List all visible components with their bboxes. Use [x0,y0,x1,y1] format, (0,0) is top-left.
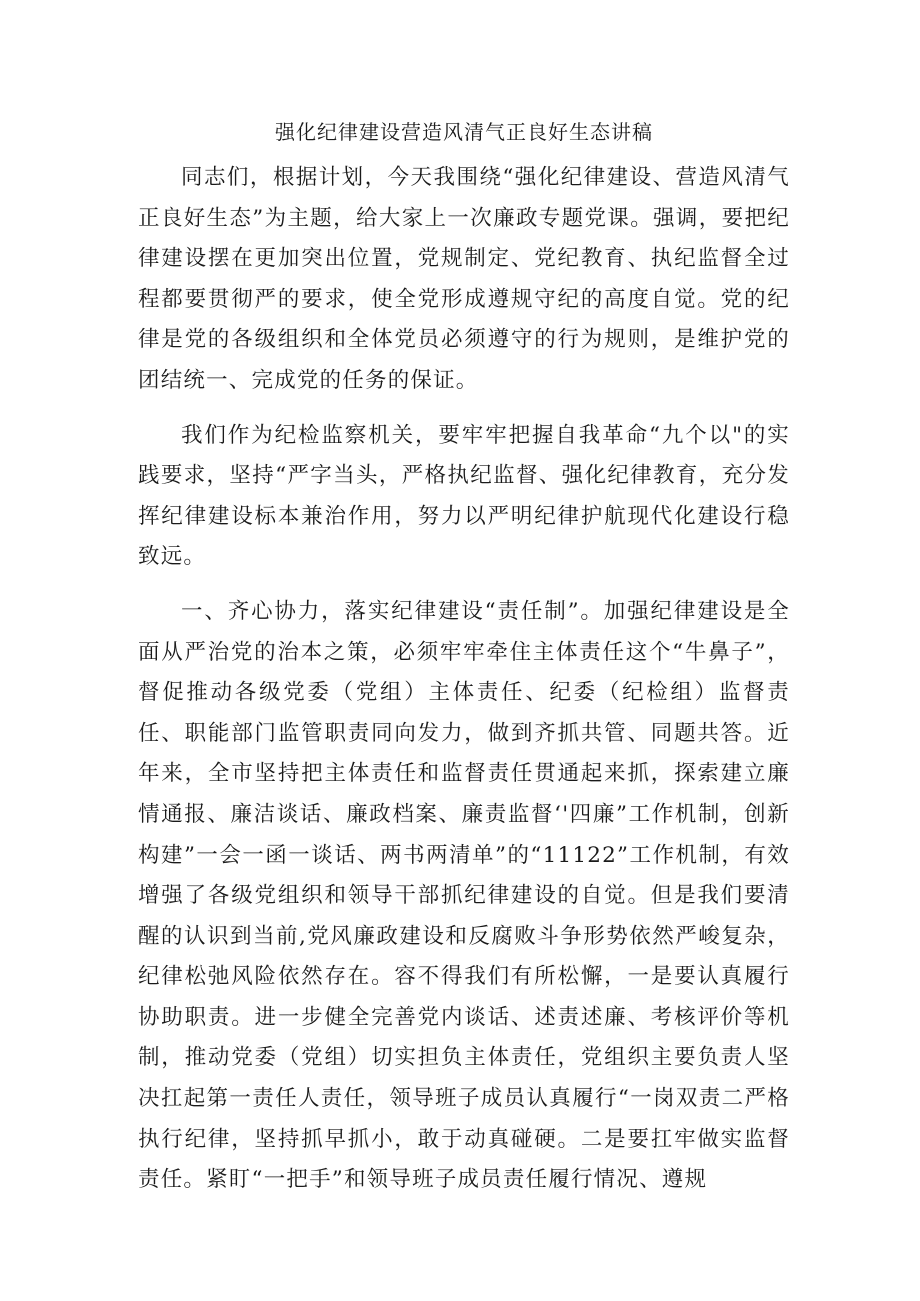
document-body [138,158,790,1215]
paragraph-requirements: 我们作为纪检监察机关，要牢牢把握自我革命“九个以"的实践要求，坚持“严字当头，严格执纪监督、强化纪律教育，充分发挥纪律建设标本兼治作用，努力以严明纪律护航现代化建设行稳致远。 [138,422,790,570]
paragraph-section-one: 一、齐心协力，落实纪律建设“责任制”。加强纪律建设是全面从严治党的治本之策，必须牢牢牵住主体责任这个“牛鼻子”，督促推动各级党委（党组）主体责任、纪委（纪检组）监督责任、职能部门监管职责同向发力，做到齐抓共管、同题共答。近年来，全市坚持把主体责任和监督责任贯通起来抓，探索建立廉情通报、廉洁谈话、廉政档案、廉责监督‘'四廉”工作机制，创新构建”一会一函一谈话、两书两清单”的“11122”工作机制，有效增强了各级党组织和领导干部抓纪律建设的自觉。但是我们要清醒的认识到当前,党风廉政建设和反腐败斗争形势依然严峻复杂，纪律松弛风险依然存在。容不得我们有所松懈，一是要认真履行协助职责。进一步健全完善党内谈话、述责述廉、考核评价等机制，推动党委（党组）切实担负主体责任，党组织主要负责人坚决扛起第一责任人责任，领导班子成员认真履行“一岗双责二严格执行纪律，坚持抓早抓小，敢于动真碰硬。二是要扛牢做实监督责任。紧盯“一把手”和领导班子成员责任履行情况、遵规 [138,598,790,1193]
paragraph-opening: 同志们，根据计划，今天我围绕“强化纪律建设、营造风清气正良好生态”为主题，给大家上一次廉政专题党课。强调，要把纪律建设摆在更加突出位置，党规制定、党纪教育、执纪监督全过程都要贯彻严的要求，使全党形成遵规守纪的高度自觉。党的纪律是党的各级组织和全体党员必须遵守的行为规则，是维护党的团结统一、完成党的任务的保证。 [138,165,790,393]
document-title: 强化纪律建设营造风清气正良好生态讲稿 [275,120,653,144]
